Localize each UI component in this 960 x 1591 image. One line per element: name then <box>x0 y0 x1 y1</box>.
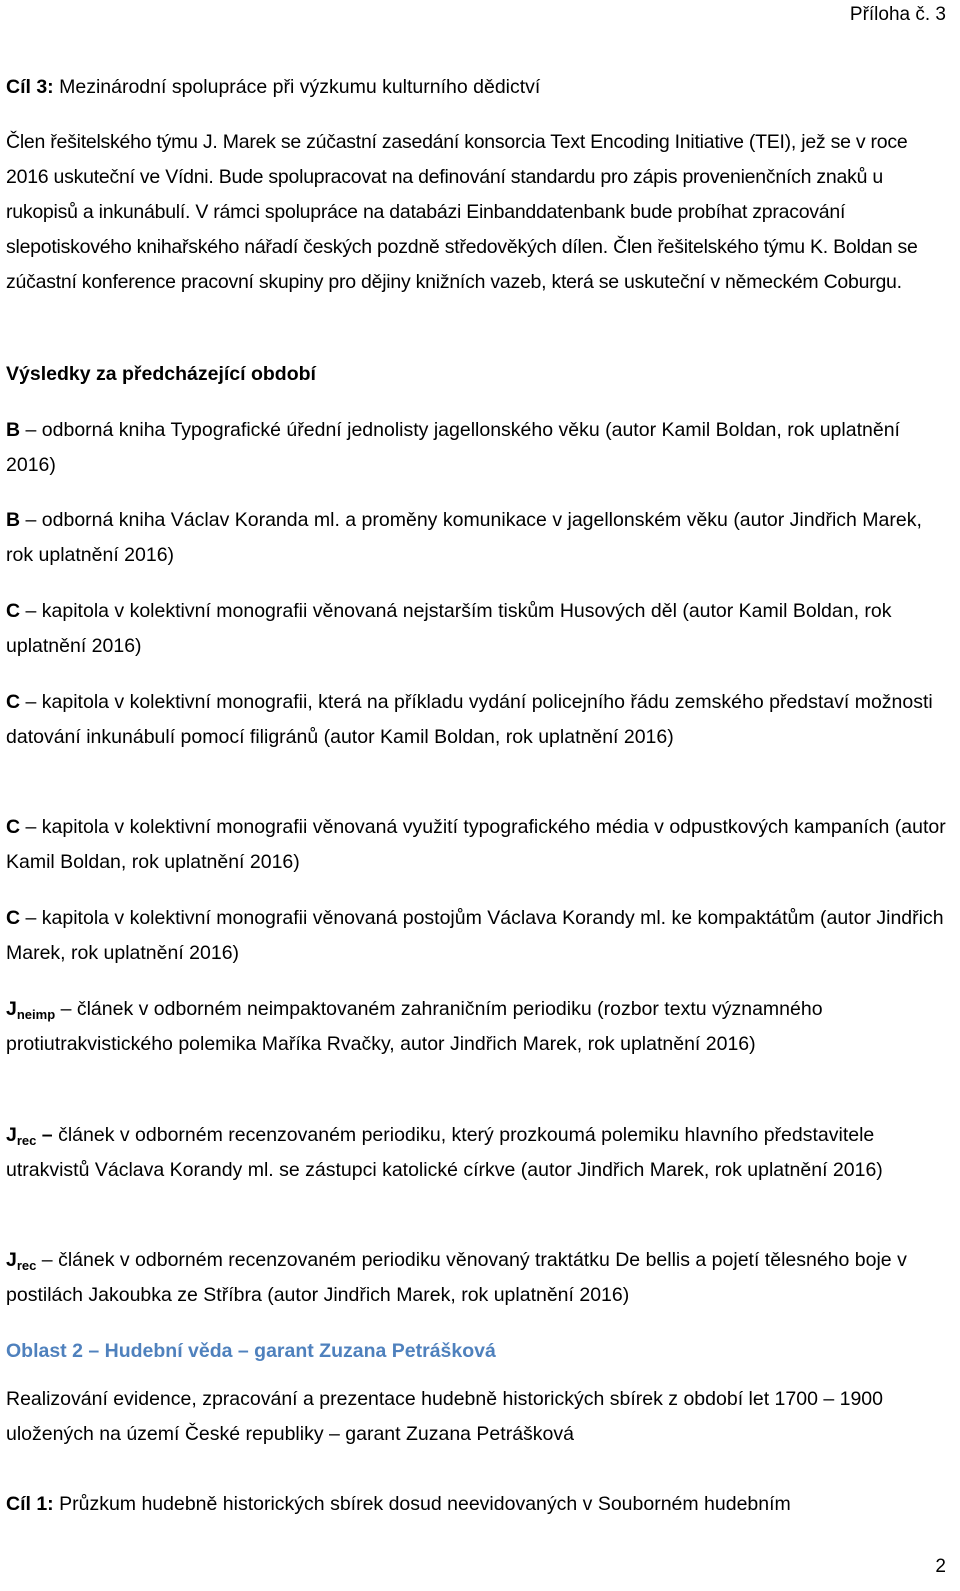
result-separator: – <box>36 1249 59 1271</box>
result-separator: – <box>20 816 42 838</box>
result-text: článek v odborném neimpaktovaném zahraničním periodiku (rozbor textu významného protiutrakvistického polemika Maříka Rvačky, autor Jindřich Marek, rok uplatnění 2016) <box>6 998 823 1055</box>
result-item <box>6 413 950 483</box>
result-text: kapitola v kolektivní monografii věnovaná nejstarším tiskům Husových děl (autor Kamil Boldan, rok uplatnění 2016) <box>6 600 892 657</box>
result-text: kapitola v kolektivní monografii, která na příkladu vydání policejního řádu zemského představí možnosti datování inkunábulí pomocí filigránů (autor Kamil Boldan, rok uplatnění 2016) <box>6 691 933 748</box>
area-2-description: Realizování evidence, zpracování a prezentace hudebně historických sbírek z období let 1700 – 1900 uložených na území České republiky – garant Zuzana Petrášková <box>6 1388 883 1445</box>
result-separator: – <box>36 1124 59 1146</box>
result-code-subscript: rec <box>16 1258 37 1273</box>
page-header: Příloha č. 3 <box>849 4 946 25</box>
result-text: odborná kniha Václav Koranda ml. a proměny komunikace v jagellonském věku (autor Jindřich Marek, rok uplatnění 2016) <box>6 509 922 566</box>
result-separator: – <box>20 419 42 441</box>
goal-1-title: Průzkum hudebně historických sbírek dosud neevidovaných v Souborném hudebním <box>59 1493 791 1515</box>
result-text: kapitola v kolektivní monografii věnovaná využití typografického média v odpustkových kampaních (autor Kamil Boldan, rok uplatnění 2016) <box>6 816 946 873</box>
goal-3-line <box>6 70 950 105</box>
result-text: odborná kniha Typografické úřední jednolisty jagellonského věku (autor Kamil Boldan, rok uplatnění 2016) <box>6 419 900 476</box>
result-code: B <box>6 419 21 441</box>
result-text: kapitola v kolektivní monografii věnovaná postojům Václava Korandy ml. ke kompaktátům (autor Jindřich Marek, rok uplatnění 2016) <box>6 907 944 964</box>
result-item <box>6 901 950 971</box>
page-number: 2 <box>935 1556 946 1577</box>
result-code-subscript: neimp <box>16 1007 56 1022</box>
area-2-heading: Oblast 2 – Hudební věda – garant Zuzana Petrášková <box>6 1340 496 1362</box>
goal-1-line <box>6 1487 950 1522</box>
result-item <box>6 1243 950 1313</box>
result-text: článek v odborném recenzovaném periodiku, který prozkoumá polemiku hlavního představitele utrakvistů Václava Korandy ml. se zástupci katolické církve (autor Jindřich Marek, rok uplatnění 2016) <box>6 1124 883 1181</box>
result-separator: – <box>20 600 42 622</box>
result-item <box>6 810 950 880</box>
result-code: B <box>6 509 21 531</box>
result-item <box>6 992 950 1062</box>
intro-paragraph: Člen řešitelského týmu J. Marek se zúčastní zasedání konsorcia Text Encoding Initiative (TEI), jež se v roce 2016 uskuteční ve Vídni. Bude spolupracovat na definování standardu pro zápis provenienčních znaků u rukopisů a inkunábulí. V rámci spolupráce na databázi Einbanddatenbank bude probíhat zpracování slepotiskového knihařského nářadí českých pozdně středověkých dílen. Člen řešitelského týmu K. Boldan se zúčastní konference pracovní skupiny pro dějiny knižních vazeb, která se uskuteční v německém Coburgu. <box>6 131 918 293</box>
result-item <box>6 1118 950 1188</box>
result-separator: – <box>20 691 42 713</box>
goal-3-label: Cíl 3: <box>6 76 54 98</box>
result-code: C <box>6 691 21 713</box>
goal-1-label: Cíl 1: <box>6 1493 54 1515</box>
result-code: C <box>6 600 21 622</box>
result-item <box>6 503 950 573</box>
result-code: J <box>6 998 17 1020</box>
results-heading: Výsledky za předcházející období <box>6 363 316 385</box>
result-item <box>6 685 950 755</box>
result-separator: – <box>20 907 42 929</box>
result-code: C <box>6 907 21 929</box>
result-code: J <box>6 1249 17 1271</box>
result-separator: – <box>20 509 42 531</box>
result-code-subscript: rec <box>16 1133 37 1148</box>
result-separator: – <box>55 998 77 1020</box>
goal-3-title: Mezinárodní spolupráce při výzkumu kulturního dědictví <box>59 76 541 98</box>
result-code: J <box>6 1124 17 1146</box>
result-item <box>6 594 950 664</box>
result-text: článek v odborném recenzovaném periodiku věnovaný traktátku De bellis a pojetí tělesného boje v postilách Jakoubka ze Stříbra (autor Jindřich Marek, rok uplatnění 2016) <box>6 1249 907 1306</box>
result-code: C <box>6 816 21 838</box>
